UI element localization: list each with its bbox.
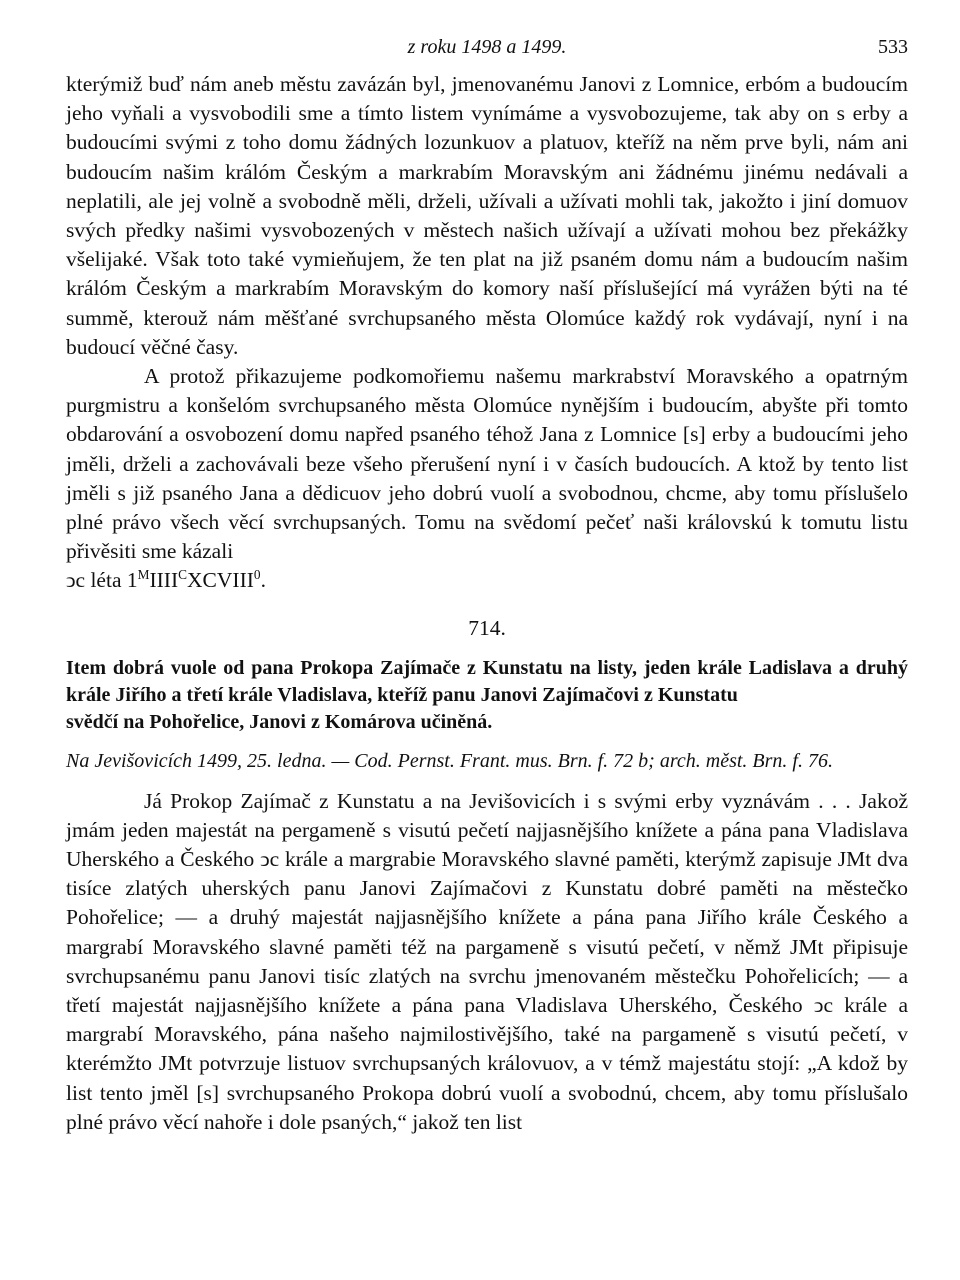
regest-main: Item dobrá vuole od pana Prokopa Zajímače z Kunstatu na listy, jeden krále Ladislava a druhý krále Jiřího a třetí krále Vladislava, kteříž panu Janovi Zajímačovi z Kunstatu (66, 656, 908, 706)
page-header (66, 36, 908, 70)
regest-last-line: svědčí na Pohořelice, Janovi z Komárova učiněná. (66, 710, 493, 733)
date-sup-m: M (137, 567, 150, 583)
source-citation: Na Jevišovicích 1499, 25. ledna. — Cod. Pernst. Frant. mus. Brn. f. 72 b; arch. měst. Brn. f. 76. (66, 749, 833, 772)
date-prefix: ↄc léta 1 (66, 568, 138, 593)
continuation-paragraph: kterýmiž buď nám aneb městu zavázán byl, jmenovanému Janovi z Lomnice, erbóm a budoucím jeho vyňali a vysvobodili sme a tímto listem vynímáme a vysvobozujeme, tak aby on s erby a budoucími svými z toho domu žádných lozunkuov a platuov, kteříž na něm prve byli, nám ani budoucím našim králóm Českým a markrabím Moravským ani žádnému jinému nedávali a neplatili, ale jej volně a svobodně měli, drželi, užívali a užívati mohli tak, jakožto i jiní domuov svých předky našimi vysvobozených v městech našich užívají a užívati mohou bez překážky všelijaké. Však toto také vymieňujem, že ten plat na již psaném domu nám a budoucím našim králóm Českým a markrabím Moravským do komory naší příslušející má vyrážen býti na té summě, kterouž nám měšťané svrchupsaného města Olomúce každý rok vydávají, nyní i na budoucí věčné časy. (66, 72, 908, 359)
dating-clause (66, 568, 266, 592)
date-end: . (260, 568, 266, 593)
book-page (66, 36, 908, 1137)
date-sup-o: 0 (253, 567, 261, 583)
document-regest (66, 655, 908, 736)
page-number: 533 (878, 36, 908, 58)
date-sup-c: C (178, 567, 188, 583)
command-text: A protož přikazujeme podkomořiemu našemu markrabství Moravského a opatrným purgmistru a konšelóm svrchupsaného města Olomúce nynějším i budoucím, abyšte při tomto obdarování a osvobození domu napřed psaného téhož Jana z Lomnice [s] erby a budoucími jeho jměli, drželi a zachovávali beze všeho přerušení nyní i v časích budoucích. A ktož by tento list jměli s již psaného Jana a dědicuov jeho dobrú vuolí a svobodnou, chcme, aby tomu příslušelo plné právo všech věcí svrchupsaných. Tomu na svědomí pečeť naši královskú k tomutu listu přivěsiti sme kázali (66, 364, 908, 564)
document-number: 714. (468, 615, 506, 640)
running-title: z roku 1498 a 1499. (407, 36, 567, 58)
document-body: Já Prokop Zajímač z Kunstatu a na Jevišovicích i s svými erby vyznávám . . . Jakož jmám jeden majestát na pergameně s visutú pečetí najjasnějšího knížete a pána pana Vladislava Uherského a Českého ↄc krále a margrabie Moravského slavné paměti, kterýmž zapisuje JMt dva tisíce zlatých uherských panu Janovi Zajímačovi z Kunstatu dobré paměti na městečko Pohořelice; — a druhý majestát najjasnějšího knížete a pána pana Jiřího krále Českého a margrabí Moravského slavné paměti též na pargameně s visutú pečetí, v němž JMt připisuje svrchupsanému panu Janovi tisíc zlatých na svrchu jmenovaném městečku Pohořelicích; — a třetí majestát najjasnějšího knížete a pána pana Vladislava Uherského, Českého ↄc krále a margrabí Moravského, pána našeho najmilostivějšího, také na pargameně s visutú pečetí, v kterémžto JMt potvrzuje listuov svrchupsaných královuov, a v témž majestátu stojí: „A kdož by list tento jměl [s] svrchupsaného Prokopa dobrú vuolí a svobodnú, chcem, aby tomu příslušalo plné právo věcí nahoře i dole psaných,“ jakož ten list (66, 788, 908, 1134)
command-paragraph (66, 362, 908, 596)
date-mid-2: XCVIII (187, 568, 254, 593)
date-mid: IIII (149, 568, 179, 593)
